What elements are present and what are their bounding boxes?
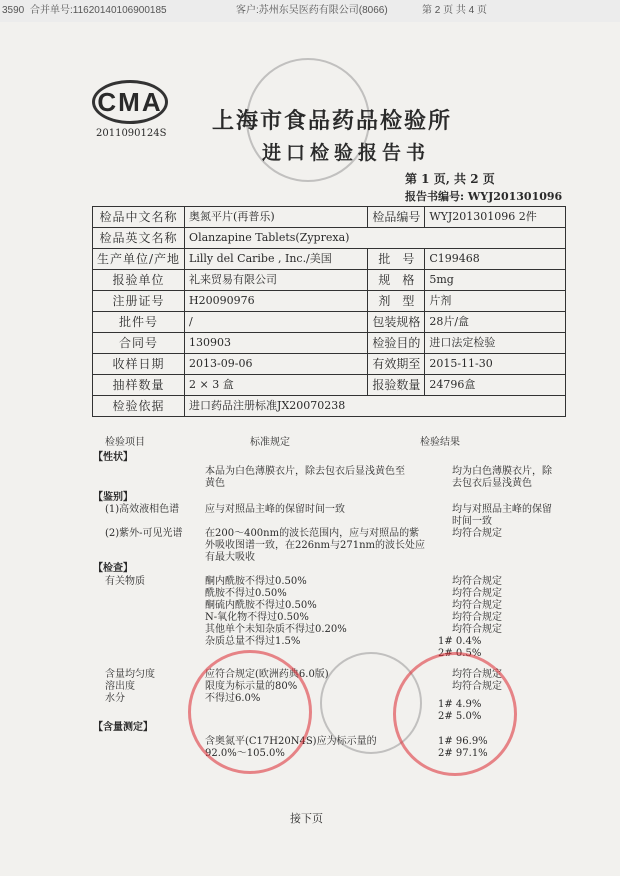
std: 其他单个未知杂质不得过0.20% (205, 624, 347, 635)
info-label: 包装规格 (368, 312, 425, 333)
info-value: 进口法定检验 (425, 333, 566, 354)
std: 酮硫内酰胺不得过0.50% (205, 600, 317, 611)
info-label: 检品编号 (368, 207, 425, 228)
std: 本品为白色薄膜衣片，除去包衣后显浅黄色至 (205, 466, 405, 477)
item: 有关物质 (105, 576, 145, 587)
result: 1# 96.9% (438, 736, 488, 747)
info-value: H20090976 (185, 291, 368, 312)
info-label: 有效期至 (368, 354, 425, 375)
item: 溶出度 (105, 681, 135, 692)
info-value: Olanzapine Tablets(Zyprexa) (185, 228, 566, 249)
result: 2# 97.1% (438, 748, 488, 759)
info-row (93, 249, 566, 270)
info-label: 报验单位 (93, 270, 185, 291)
info-label: 检品中文名称 (93, 207, 185, 228)
result: 去包衣后显浅黄色 (452, 478, 532, 489)
std: 有最大吸收 (205, 552, 255, 563)
std: 限度为标示量的80% (205, 681, 298, 692)
result: 均符合规定 (452, 681, 502, 692)
info-value: 28片/盒 (425, 312, 566, 333)
result: 1# 0.4% (438, 636, 482, 647)
section-id: 【鉴别】 (93, 492, 133, 503)
page-count: 第 2 页 共 4 页 (422, 5, 488, 16)
info-value: 进口药品注册标准JX20070238 (185, 396, 566, 417)
info-label: 批 号 (368, 249, 425, 270)
red-seal (393, 652, 517, 776)
info-value: 5mg (425, 270, 566, 291)
info-label: 注册证号 (93, 291, 185, 312)
col-standard: 标准规定 (250, 437, 290, 448)
std: 92.0%～105.0% (205, 748, 285, 759)
std: 在200～400nm的波长范围内，应与对照品的紫 (205, 528, 420, 539)
result: 1# 4.9% (438, 699, 482, 710)
page-info: 第 1 页, 共 2 页 (405, 172, 495, 186)
std: 不得过6.0% (205, 693, 261, 704)
info-value: 礼来贸易有限公司 (185, 270, 368, 291)
info-value: 奥氮平片(再普乐) (185, 207, 368, 228)
item: (2)紫外-可见光谱 (105, 528, 183, 539)
info-row (93, 228, 566, 249)
info-value: 2015-11-30 (425, 354, 566, 375)
item: 水分 (105, 693, 125, 704)
result: 均符合规定 (452, 612, 502, 623)
std: 酮内酰胺不得过0.50% (205, 576, 307, 587)
next-page: 接下页 (290, 812, 323, 825)
result: 2# 5.0% (438, 711, 482, 722)
info-label: 报验数量 (368, 375, 425, 396)
info-label: 检验依据 (93, 396, 185, 417)
info-row (93, 333, 566, 354)
std: 酰胺不得过0.50% (205, 588, 287, 599)
info-row (93, 396, 566, 417)
result: 均符合规定 (452, 576, 502, 587)
result: 均符合规定 (452, 528, 502, 539)
info-value: 130903 (185, 333, 368, 354)
info-label: 生产单位/产地 (93, 249, 185, 270)
info-label: 规 格 (368, 270, 425, 291)
ref: 3590 (2, 5, 25, 16)
info-label: 检品英文名称 (93, 228, 185, 249)
info-row (93, 354, 566, 375)
info-table (92, 206, 566, 417)
std: 含奥氮平(C17H20N4S)应为标示量的 (205, 736, 377, 747)
std: 应与对照品主峰的保留时间一致 (205, 504, 345, 515)
info-row (93, 270, 566, 291)
info-label: 检验目的 (368, 333, 425, 354)
merge-no: 合并单号:11620140106900185 (30, 5, 167, 16)
info-value: 24796盒 (425, 375, 566, 396)
info-row (93, 207, 566, 228)
result: 均与对照品主峰的保留 (452, 504, 552, 515)
result: 均符合规定 (452, 600, 502, 611)
item: (1)高效液相色谱 (105, 504, 180, 515)
cma-logo: CMA (92, 80, 168, 124)
section-assay: 【含量测定】 (93, 722, 153, 733)
report-no: 报告书编号: WYJ201301096 (405, 190, 563, 203)
result: 均为白色薄膜衣片，除 (452, 466, 552, 477)
customer: 客户:苏州东吴医药有限公司(8066) (236, 5, 388, 16)
std: 外吸收图谱一致，在226nm与271nm的波长处应 (205, 540, 426, 551)
section-props: 【性状】 (93, 452, 133, 463)
std: N-氧化物不得过0.50% (205, 612, 309, 623)
cert-no: 2011090124S (96, 128, 167, 139)
col-item: 检验项目 (105, 437, 145, 448)
section-check: 【检查】 (93, 563, 133, 574)
info-row (93, 375, 566, 396)
info-value: / (185, 312, 368, 333)
info-value: WYJ201301096 2件 (425, 207, 566, 228)
result: 均符合规定 (452, 588, 502, 599)
red-seal (188, 650, 312, 774)
info-value: 2 × 3 盒 (185, 375, 368, 396)
info-value: C199468 (425, 249, 566, 270)
info-label: 剂 型 (368, 291, 425, 312)
info-row (93, 312, 566, 333)
doc-title: 进口检验报告书 (262, 142, 431, 164)
info-label: 合同号 (93, 333, 185, 354)
info-row (93, 291, 566, 312)
std: 杂质总量不得过1.5% (205, 636, 301, 647)
info-label: 收样日期 (93, 354, 185, 375)
info-label: 抽样数量 (93, 375, 185, 396)
top-bar (0, 0, 620, 22)
info-value: 2013-09-06 (185, 354, 368, 375)
org-name: 上海市食品药品检验所 (212, 108, 453, 134)
info-value: 片剂 (425, 291, 566, 312)
std: 应符合规定(欧洲药典6.0版) (205, 669, 329, 680)
result: 均符合规定 (452, 669, 502, 680)
info-label: 批件号 (93, 312, 185, 333)
result: 均符合规定 (452, 624, 502, 635)
result: 时间一致 (452, 516, 492, 527)
item: 含量均匀度 (105, 669, 155, 680)
col-result: 检验结果 (420, 437, 460, 448)
result: 2# 0.5% (438, 648, 482, 659)
info-value: Lilly del Caribe , Inc./美国 (185, 249, 368, 270)
std: 黄色 (205, 478, 225, 489)
